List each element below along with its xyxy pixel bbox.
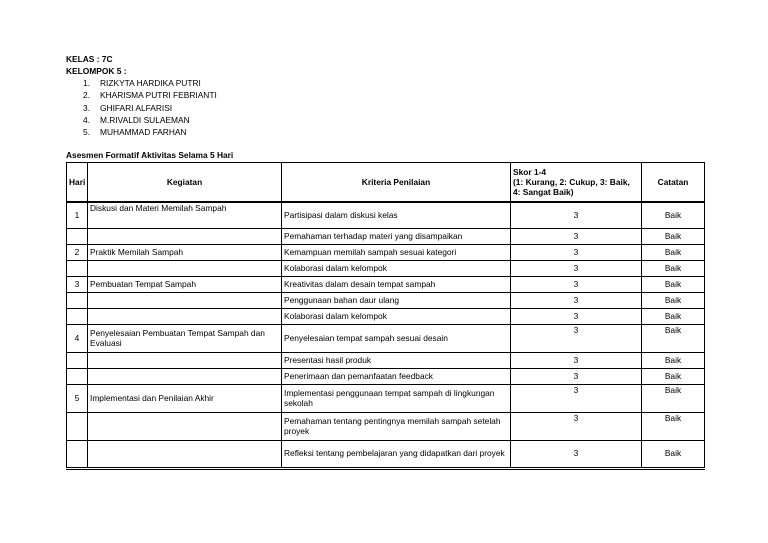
cell-score: 3 [511,292,642,308]
cell-note: Baik [642,202,705,228]
cell-activity [88,412,282,440]
cell-score: 3 [511,244,642,260]
table-row [67,384,705,412]
cell-day [67,352,88,368]
cell-score: 3 [511,324,642,352]
cell-score: 3 [511,202,642,228]
member-list [66,77,217,138]
col-header-day: Hari [67,163,88,203]
cell-note: Baik [642,440,705,468]
table-row [67,352,705,368]
table-row [67,308,705,324]
cell-note: Baik [642,324,705,352]
section-title: Asesmen Formatif Aktivitas Selama 5 Hari [66,150,234,160]
cell-day: 2 [67,244,88,260]
cell-score: 3 [511,308,642,324]
member-item [83,89,217,101]
cell-day [67,412,88,440]
cell-day: 1 [67,202,88,228]
class-label: KELAS : 7C [66,54,113,64]
cell-day: 5 [67,384,88,412]
document-header [66,53,217,138]
col-header-activity: Kegiatan [88,163,282,203]
cell-score: 3 [511,260,642,276]
cell-criteria: Kolaborasi dalam kelompok [282,308,511,324]
cell-day: 3 [67,276,88,292]
cell-activity: Pembuatan Tempat Sampah [88,276,282,292]
table-row [67,260,705,276]
cell-criteria: Partisipasi dalam diskusi kelas [282,202,511,228]
col-header-note: Catatan [642,163,705,203]
cell-score: 3 [511,352,642,368]
member-item [83,77,217,89]
cell-note: Baik [642,412,705,440]
cell-note: Baik [642,244,705,260]
cell-activity [88,228,282,244]
member-item [83,102,217,114]
table-row [67,368,705,384]
cell-criteria: Penerimaan dan pemanfaatan feedback [282,368,511,384]
cell-activity: Diskusi dan Materi Memilah Sampah [88,202,282,228]
cell-activity: Penyelesaian Pembuatan Tempat Sampah dan Evaluasi [88,324,282,352]
cell-criteria: Presentasi hasil produk [282,352,511,368]
cell-criteria: Pemahaman terhadap materi yang disampaikan [282,228,511,244]
cell-score: 3 [511,384,642,412]
cell-criteria: Implementasi penggunaan tempat sampah di lingkungan sekolah [282,384,511,412]
cell-criteria: Kolaborasi dalam kelompok [282,260,511,276]
cell-criteria: Pemahaman tentang pentingnya memilah sampah setelah proyek [282,412,511,440]
member-number: 5. [83,127,90,138]
member-number: 4. [83,114,90,125]
member-item [83,126,217,138]
cell-activity [88,260,282,276]
cell-activity [88,440,282,468]
member-name: M.RIVALDI SULAEMAN [100,114,190,125]
cell-criteria: Penggunaan bahan daur ulang [282,292,511,308]
cell-score: 3 [511,228,642,244]
cell-score: 3 [511,276,642,292]
table-header-row [67,163,705,203]
cell-activity [88,292,282,308]
table-row [67,228,705,244]
cell-note: Baik [642,260,705,276]
member-number: 3. [83,102,90,113]
table-row [67,202,705,228]
table-row [67,412,705,440]
member-number: 1. [83,78,90,88]
cell-score: 3 [511,412,642,440]
cell-score: 3 [511,368,642,384]
table-row [67,324,705,352]
cell-note: Baik [642,276,705,292]
member-name: MUHAMMAD FARHAN [100,127,187,138]
cell-criteria: Kemampuan memilah sampah sesuai kategori [282,244,511,260]
cell-note: Baik [642,308,705,324]
cell-note: Baik [642,352,705,368]
table-row [67,276,705,292]
cell-day [67,368,88,384]
cell-note: Baik [642,292,705,308]
table-row [67,440,705,468]
cell-day [67,440,88,468]
group-label: KELOMPOK 5 : [66,66,127,76]
member-number: 2. [83,90,90,101]
cell-day [67,260,88,276]
assessment-table [66,162,705,470]
member-name: RIZKYTA HARDIKA PUTRI [100,78,201,88]
member-name: KHARISMA PUTRI FEBRIANTI [100,90,217,101]
col-header-score: Skor 1-4 (1: Kurang, 2: Cukup, 3: Baik, 4: Sangat Baik) [511,163,642,203]
table-row [67,244,705,260]
table-row [67,292,705,308]
cell-note: Baik [642,384,705,412]
cell-criteria: Penyelesaian tempat sampah sesuai desain [282,324,511,352]
cell-criteria: Kreativitas dalam desain tempat sampah [282,276,511,292]
cell-day: 4 [67,324,88,352]
member-name: GHIFARI ALFARISI [100,102,173,113]
cell-score: 3 [511,440,642,468]
member-item [83,114,217,126]
cell-note: Baik [642,368,705,384]
cell-activity [88,352,282,368]
cell-day [67,308,88,324]
col-header-criteria: Kriteria Penilaian [282,163,511,203]
cell-day [67,292,88,308]
cell-activity: Praktik Memilah Sampah [88,244,282,260]
cell-note: Baik [642,228,705,244]
cell-activity: Implementasi dan Penilaian Akhir [88,384,282,412]
cell-day [67,228,88,244]
cell-activity [88,308,282,324]
cell-criteria: Refleksi tentang pembelajaran yang didapatkan dari proyek [282,440,511,468]
cell-activity [88,368,282,384]
